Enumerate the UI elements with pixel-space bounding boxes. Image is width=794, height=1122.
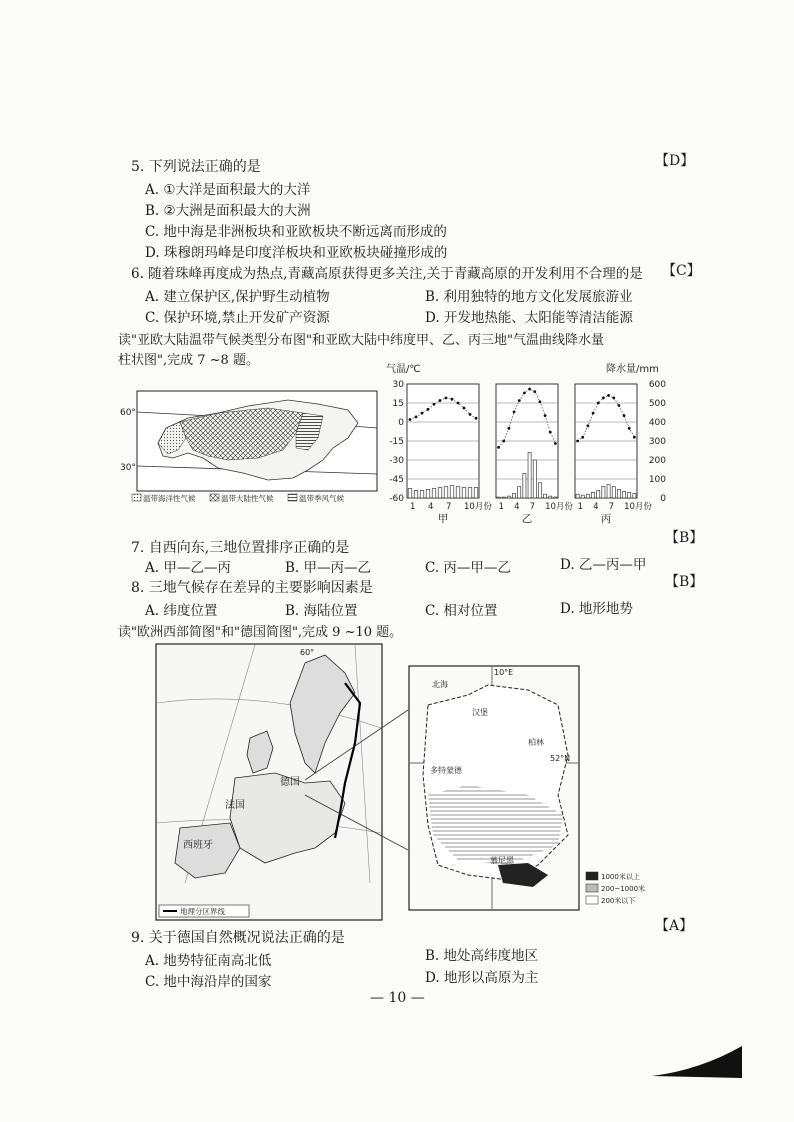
panel-2-precip-bar-1 (576, 494, 579, 498)
europe-lat-label: 60° (300, 648, 315, 657)
panel-0-precip-bar-1 (408, 489, 412, 499)
eurasia-lat-60: 60° (120, 408, 136, 418)
panel-2-precip-bar-6 (602, 487, 605, 498)
panel-2-temp-point-4 (592, 412, 595, 415)
temp-tick-6: -60 (389, 494, 404, 504)
panel-0-precip-bar-6 (438, 488, 442, 498)
q6-option-c[interactable]: C. 保护环境,禁止开发矿产资源 (145, 310, 330, 326)
q6-option-d[interactable]: D. 开发地热能、太阳能等清洁能源 (425, 310, 633, 326)
q7-option-a[interactable]: A. 甲—乙—丙 (145, 560, 231, 576)
panel-0-precip-bar-5 (432, 489, 436, 499)
panel-1-temp-point-6 (523, 391, 526, 394)
panel-1-month-tick-2: 7 (529, 502, 536, 512)
legend-swatch-continental (210, 494, 219, 501)
panel-2-temp-point-1 (576, 440, 579, 443)
panel-1-temp-point-3 (508, 427, 511, 430)
panel-1-precip-bar-10 (544, 494, 547, 498)
map-connector (300, 700, 412, 860)
panel-2-precip-bar-3 (586, 494, 589, 498)
panel-2-month-tick-1: 4 (593, 502, 599, 512)
germany-map (408, 665, 580, 911)
panel-1-precip-bar-3 (507, 496, 510, 498)
panel-1-precip-bar-2 (502, 497, 505, 498)
label-dortmund: 多特蒙德 (430, 766, 462, 775)
legend-monsoon: 温带季风气候 (299, 494, 344, 503)
panel-0-temp-point-12 (475, 417, 478, 420)
panel-0-temp-point-7 (445, 397, 448, 400)
eurasia-lat-30: 30° (120, 463, 136, 473)
precip-tick-5: 100 (648, 475, 666, 485)
panel-2-precip-bar-10 (623, 491, 626, 498)
q5-answer: 【D】 (655, 153, 695, 169)
panel-2-temp-point-8 (612, 397, 615, 400)
precip-tick-2: 400 (648, 418, 666, 428)
panel-2-temp-point-10 (623, 414, 626, 417)
temp-tick-5: -45 (389, 475, 404, 485)
panel-1-temp-point-2 (502, 440, 505, 443)
precip-axis-title: 降水量/mm (606, 364, 659, 375)
label-france: 法国 (225, 800, 245, 811)
temp-tick-2: 0 (398, 418, 404, 428)
q9-answer: 【A】 (655, 918, 694, 934)
panel-1-month-tick-3: 10月份 (545, 502, 573, 512)
legend-below-200: 200米以下 (601, 897, 636, 905)
panel-2-temp-point-9 (618, 404, 621, 407)
panel-2-precip-bar-5 (597, 490, 600, 498)
q5-option-a[interactable]: A. ①大洋是面积最大的大洋 (145, 182, 311, 198)
panel-1-temp-point-12 (554, 442, 557, 445)
panel-2-temp-point-11 (628, 427, 631, 430)
panel-1-precip-bar-7 (528, 452, 531, 498)
page-curl-decoration (650, 1040, 744, 1080)
temp-tick-1: 15 (392, 399, 404, 409)
panel-0-month-tick-3: 10月份 (464, 502, 492, 512)
panel-1-precip-bar-8 (533, 460, 536, 498)
q5-option-b[interactable]: B. ②大洲是面积最大的大洲 (145, 203, 311, 219)
panel-2-month-tick-3: 10月份 (624, 502, 652, 512)
panel-1-temp-point-4 (513, 410, 516, 413)
panel-1-temp-point-1 (497, 446, 500, 449)
legend-continental: 温带大陆性气候 (221, 494, 274, 503)
legend-maritime: 温带海洋性气候 (143, 494, 196, 503)
q8-option-c[interactable]: C. 相对位置 (425, 603, 498, 619)
q7-answer: 【B】 (665, 530, 704, 546)
q8-stem: 8. 三地气候存在差异的主要影响因素是 (131, 580, 373, 596)
panel-0-month-tick-1: 4 (428, 502, 434, 512)
panel-1-precip-bar-4 (513, 493, 516, 498)
panel-2-month-tick-0: 1 (577, 502, 584, 512)
panel-0-precip-bar-10 (462, 488, 466, 498)
intro-7-8-line2: 柱状图",完成 7 ~8 题。 (118, 353, 259, 368)
panel-0-temp-point-2 (415, 416, 418, 419)
panel-0-precip-bar-4 (426, 489, 430, 498)
label-berlin: 柏林 (528, 738, 544, 747)
panel-2-temp-point-3 (587, 424, 590, 427)
label-germany: 德国 (280, 777, 300, 788)
panel-2-temp-point-5 (597, 402, 600, 405)
panel-0-precip-bar-12 (474, 488, 478, 498)
label-spain: 西班牙 (183, 840, 213, 851)
panel-2-temp-point-7 (607, 394, 610, 397)
q6-stem: 6. 随着珠峰再度成为热点,青藏高原获得更多关注,关于青藏高原的开发利用不合理的是 (131, 266, 643, 282)
temp-tick-3: -15 (389, 437, 404, 447)
q8-option-a[interactable]: A. 纬度位置 (145, 603, 218, 619)
germany-lon-label: 10°E (494, 668, 514, 677)
panel-2-temp-point-12 (633, 436, 636, 439)
intro-9-10: 读"欧洲西部简图"和"德国简图",完成 9 ~10 题。 (118, 625, 403, 640)
q7-option-c[interactable]: C. 丙—甲—乙 (425, 560, 511, 576)
panel-1-precip-bar-12 (554, 497, 557, 498)
q5-option-d[interactable]: D. 珠穆朗玛峰是印度洋板块和亚欧板块碰撞形成的 (145, 245, 448, 261)
precip-tick-6: 0 (660, 494, 666, 504)
panel-0-temp-point-4 (427, 408, 430, 411)
temp-tick-4: -30 (389, 456, 404, 466)
q6-option-a[interactable]: A. 建立保护区,保护野生动植物 (145, 289, 330, 305)
panel-1-precip-bar-9 (538, 483, 541, 498)
panel-1-temp-point-7 (528, 388, 531, 391)
panel-2-month-tick-2: 7 (608, 502, 615, 512)
q5-stem: 5. 下列说法正确的是 (131, 159, 261, 175)
panel-1-precip-bar-6 (523, 473, 526, 498)
panel-0-precip-bar-8 (450, 486, 454, 498)
germany-lat-label: 52°N (550, 754, 571, 763)
q9-option-a[interactable]: A. 地势特征南高北低 (145, 953, 272, 969)
panel-0-precip-bar-11 (468, 488, 472, 498)
temp-axis-title: 气温/℃ (386, 364, 421, 375)
q7-stem: 7. 自西向东,三地位置排序正确的是 (131, 540, 350, 556)
q8-option-b[interactable]: B. 海陆位置 (285, 603, 358, 619)
label-munich: 慕尼黑 (490, 856, 514, 865)
label-north-sea: 北海 (432, 680, 448, 689)
panel-0-precip-bar-9 (456, 487, 460, 498)
panel-2-precip-bar-11 (628, 492, 631, 498)
panel-0-temp-point-9 (457, 402, 460, 405)
panel-2-precip-bar-8 (612, 487, 615, 498)
q7-option-d[interactable]: D. 乙—丙—甲 (560, 557, 647, 573)
panel-0-temp-point-11 (469, 413, 472, 416)
precip-tick-4: 200 (648, 456, 666, 466)
legend-swatch-monsoon (288, 494, 297, 501)
panel-0-month-tick-2: 7 (446, 502, 452, 512)
label-hamburg: 汉堡 (472, 708, 488, 717)
panel-0-temp-point-1 (409, 418, 412, 421)
eurasia-climate-map (118, 388, 380, 508)
panel-1-name: 乙 (521, 513, 533, 525)
legend-swatch-maritime (132, 494, 141, 501)
q7-option-b[interactable]: B. 甲—丙—乙 (285, 560, 372, 576)
panel-1-precip-bar-5 (518, 487, 521, 498)
panel-0-name: 甲 (437, 513, 449, 525)
panel-0-precip-bar-2 (414, 490, 418, 498)
legend-above-1000: 1000米以上 (601, 873, 640, 881)
panel-0-temp-point-5 (433, 403, 436, 406)
panel-1-temp-point-9 (539, 400, 542, 403)
q9-stem: 9. 关于德国自然概况说法正确的是 (131, 930, 345, 946)
q6-option-b[interactable]: B. 利用独特的地方文化发展旅游业 (425, 289, 633, 305)
q9-option-c[interactable]: C. 地中海沿岸的国家 (145, 974, 272, 990)
q9-option-d[interactable]: D. 地形以高原为主 (425, 970, 539, 986)
precip-tick-0: 600 (648, 380, 666, 390)
panel-0-temp-point-6 (439, 399, 442, 402)
panel-2-temp-point-6 (602, 397, 605, 400)
panel-0-precip-bar-3 (420, 490, 424, 498)
q8-answer: 【B】 (665, 574, 704, 590)
panel-2-precip-bar-4 (592, 492, 595, 498)
legend-boundary-label: 地理分区界线 (180, 907, 225, 916)
q5-option-c[interactable]: C. 地中海是非洲板块和亚欧板块不断远离而形成的 (145, 224, 447, 240)
panel-0-precip-bar-7 (444, 487, 448, 498)
panel-0-temp-point-8 (451, 398, 454, 401)
panel-1-temp-point-8 (533, 390, 536, 393)
temp-tick-0: 30 (392, 380, 404, 390)
panel-2-precip-bar-7 (607, 485, 610, 498)
panel-1-precip-bar-1 (497, 497, 500, 498)
q6-answer: 【C】 (662, 263, 701, 279)
panel-1-month-tick-0: 1 (498, 502, 505, 512)
intro-7-8-line1: 读"亚欧大陆温带气候类型分布图"和亚欧大陆中纬度甲、乙、丙三地"气温曲线降水量 (118, 333, 604, 348)
panel-1-month-tick-1: 4 (514, 502, 520, 512)
q9-option-b[interactable]: B. 地处高纬度地区 (425, 948, 539, 964)
legend-200-1000: 200~1000米 (601, 885, 646, 893)
q8-option-d[interactable]: D. 地形地势 (560, 601, 633, 617)
panel-2-precip-bar-2 (581, 495, 584, 498)
panel-0-temp-point-3 (421, 412, 424, 415)
panel-2-precip-bar-12 (633, 493, 636, 498)
panel-2-name: 丙 (600, 513, 612, 525)
panel-2-precip-bar-9 (617, 489, 620, 498)
panel-1-temp-point-11 (549, 431, 552, 434)
panel-0-month-tick-0: 1 (410, 502, 416, 512)
panel-0-temp-point-10 (463, 407, 466, 410)
panel-1-temp-point-10 (544, 414, 547, 417)
panel-1-precip-bar-11 (549, 496, 552, 498)
page-number: — 10 — (370, 990, 425, 1006)
germany-legend (584, 870, 660, 910)
panel-2-temp-point-2 (581, 436, 584, 439)
precip-tick-1: 500 (648, 399, 666, 409)
panel-1-temp-point-5 (518, 399, 521, 402)
precip-tick-3: 300 (648, 437, 666, 447)
climate-chart (380, 360, 670, 532)
